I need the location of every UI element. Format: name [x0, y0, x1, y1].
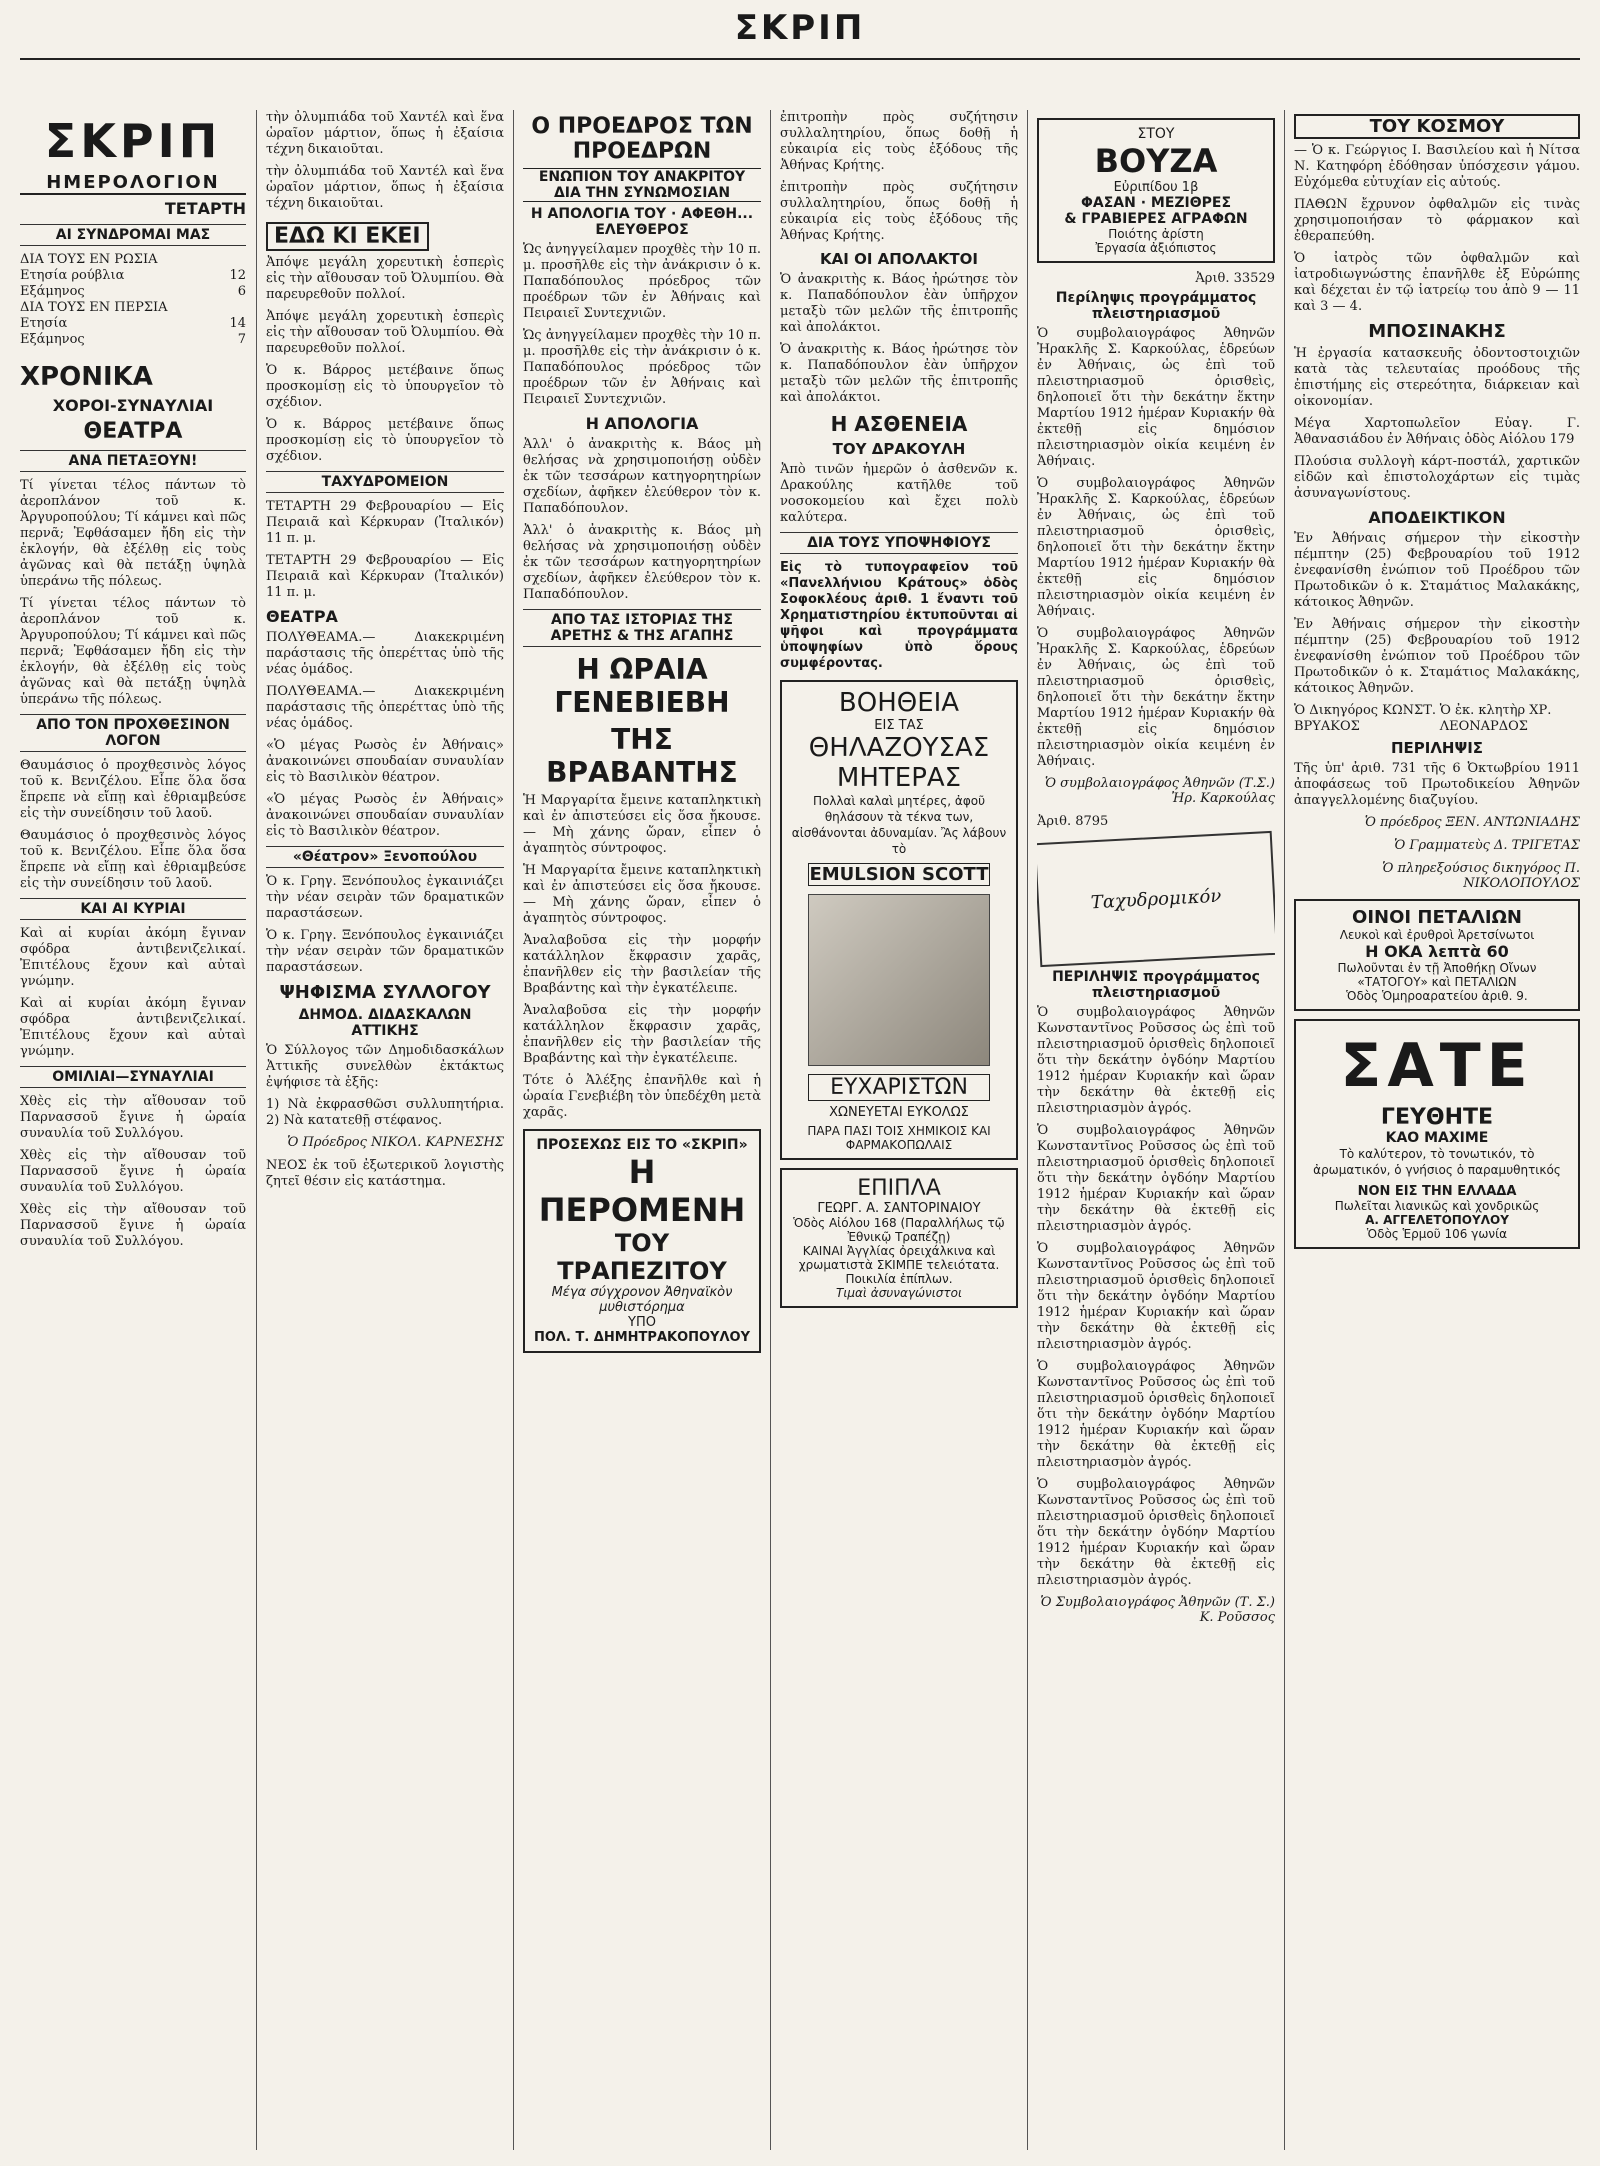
issue-day: ΤΕΤΑΡΤΗ [164, 199, 246, 218]
ad-text-2: Πωλεῖται λιανικῶς καὶ χονδρικῶς [1334, 1199, 1540, 1213]
article-text: Θαυμάσιος ὁ προχθεσινὸς λόγος τοῦ κ. Βενιζέλου. Εἶπε ὅλα ὅσα ἔπρεπε νὰ εἴπῃ καὶ ἐθριαμβεύσε εἰς τὴν συνείδησιν τοῦ λαοῦ. [20, 758, 246, 821]
notice-title: Περίληψις προγράμματος πλειστηριασμοῦ [1055, 290, 1257, 322]
article-text: Ἀναλαβοῦσα εἰς τὴν μορφήν κατάλληλον ἔκφρασιν χαρᾶς, ἐπανῆλθεν εἰς τὴν βασιλείαν τῆς Βραβάντης καὶ τὴν ἐγκατέλειπε. [523, 1003, 761, 1066]
column-divider [770, 110, 771, 2150]
notice-text: Ὁ συμβολαιογράφος Ἀθηνῶν Ἠρακλῆς Σ. Καρκούλας, ἑδρεύων ἐν Ἀθήναις, ὡς ἐπὶ τοῦ πλειστηριασμοῦ ὁρισθεὶς, δηλοποιεῖ ὅτι τὴν δεκάτην ἕκτην Μαρτίου 1912 ἡμέραν Κυριακήν θὰ ἐκτεθῇ εἰς δημόσιον πλειστηριασμὸν οἰκία κειμένη ἐν Ἀθήναις. [1037, 476, 1275, 619]
notice-title: ΠΕΡΙΛΗΨΙΣ προγράμματος πλειστηριασμοῦ [1052, 969, 1260, 1001]
notice-text: Ἐν Ἀθήναις σήμερον τὴν εἰκοστὴν πέμπτην (25) Φεβρουαρίου τοῦ 1912 ἐνεφανίσθη ἐνώπιον τοῦ Προέδρου τῶν Πρωτοδικῶν ὁ κ. Σταμάτιος Μαλακάκης, κάτοικος Ἀθηνῶν. [1294, 531, 1580, 610]
article-text: — Ὁ κ. Γεώργιος Ι. Βασιλείου καὶ ἡ Νίτσα Ν. Κατηφόρη ἐδόθησαν ὑπόσχεσιν γάμου. Εὐχόμεθα εὐτυχίαν εἰς αὐτούς. [1294, 143, 1580, 190]
article-text: Ὁ ἀνακριτὴς κ. Βάος ἠρώτησε τὸν κ. Παπαδόπουλον ἐὰν ὑπῆρχον μεταξὺ τῶν μελῶν τῆς ἐπιτροπῆς καὶ ἀπολάκτοι. [780, 272, 1018, 335]
ad-oinoi-sub: Πωλοῦνται ἐν τῇ Ἀποθήκῃ Οἴνων «ΤΑΤΟΓΟΥ» καὶ ΠΕΤΑΛΙΩΝ [1337, 961, 1537, 989]
article-text: Ἀλλ' ὁ ἀνακριτὴς κ. Βάος μὴ θελήσας νὰ χρησιμοποιήσῃ οὐδὲν ἐκ τῶν τεσσάρων κατηγορητηρίων σχεδίων, ἀφῆκεν ἐλεύθερον τὸν κ. Παπαδόπουλον. [523, 523, 761, 602]
article-text: Χθὲς εἰς τὴν αἴθουσαν τοῦ Παρνασσοῦ ἔγινε ἡ ὡραία συναυλία τοῦ Συλλόγου. [20, 1148, 246, 1195]
ad-oinoi-desc: Λευκοὶ καὶ ἐρυθροὶ Ἀρετσίνωτοι [1339, 928, 1535, 942]
ad-sate: ΣΑΤΕ [1340, 1031, 1534, 1101]
ad-text: Εἰς τὸ τυπογραφεῖον τοῦ «Πανελλήνιου Κράτους» ὁδὸς Σοφοκλέους ἀριθ. 1 ἔναντι τοῦ Χρηματιστηρίου ἐκτυποῦνται αἱ ψῆφοι καὶ προγράμματα ὑποψηφίων ὑπὸ ὅρους συμφέροντας. [780, 560, 1018, 671]
notice-text: Ὁ συμβολαιογράφος Ἀθηνῶν Κωνσταντῖνος Ροῦσσος ὡς ἐπὶ τοῦ πλειστηριασμοῦ ὁρισθεὶς δηλοποιεῖ ὅτι τὴν δεκάτην ὀγδόην Μαρτίου 1912 ἡμέραν Κυριακήν καὶ ὥραν τὴν δεκάτην θὰ ἐκτεθῇ εἰς πλειστηριασμὸν ἀγρός. [1037, 1241, 1275, 1352]
ad-euripidou: Εὐριπίδου 1β [1113, 180, 1199, 195]
ad-ypiresia: Ἐργασία ἀξιόπιστος [1095, 241, 1217, 255]
article-text: Ἀπόψε μεγάλη χορευτικὴ ἑσπερὶς εἰς τὴν αἴθουσαν τοῦ Ὀλυμπίου. Θὰ παρευρεθοῦν πολλοί. [266, 309, 504, 356]
ad-title-mposinakis: ΜΠΟΣΙΝΑΚΗΣ [1368, 321, 1506, 342]
logo: ΣΚΡΙΠ [44, 114, 222, 168]
ad-emulsion: EMULSION SCOTT [809, 864, 989, 885]
signature: Ὁ συμβολαιογράφος Ἀθηνῶν (Τ.Σ.) Ἠρ. Καρκούλας [1044, 776, 1275, 806]
headline-sub: ΕΝΩΠΙΟΝ ΤΟΥ ΑΝΑΚΡΙΤΟΥ ΔΙΑ ΤΗΝ ΣΥΝΩΜΟΣΙΑΝ [523, 168, 761, 202]
ad-maxime: ΚΑΟ MAXIME [1385, 1130, 1489, 1146]
notice-text: Ὁ συμβολαιογράφος Ἀθηνῶν Κωνσταντῖνος Ροῦσσος ὡς ἐπὶ τοῦ πλειστηριασμοῦ ὁρισθεὶς δηλοποιεῖ ὅτι τὴν δεκάτην ὀγδόην Μαρτίου 1912 ἡμέραν Κυριακήν καὶ ὥραν τὴν δεκάτην θὰ ἐκτεθῇ εἰς πλειστηριασμὸν ἀγρός. [1037, 1477, 1275, 1588]
subscriptions-row: ΔΙΑ ΤΟΥΣ ΕΝ ΡΩΣΙΑ [20, 252, 158, 267]
postal-stamp-image [1037, 831, 1275, 967]
article-title-omiliai: ΟΜΙΛΙΑΙ—ΣΥΝΑΥΛΙΑΙ [20, 1066, 246, 1088]
ad-oinoi-addr: Ὁδὸς Ὁμηροαρατείου ἀριθ. 9. [1346, 989, 1528, 1003]
cafe-ad [1294, 1019, 1580, 1249]
article-text: τὴν ὀλυμπιάδα τοῦ Χαντέλ καὶ ἕνα ὡραῖον μάρτιον, ὅπως ἡ ἐξαίσια τέχνη δικαιοῦται. [266, 110, 504, 157]
article-text: «Ὁ μέγας Ρωσὸς ἐν Ἀθήναις» ἀνακοινώνει σπουδαίαν συναυλίαν εἰς τὸ Βασιλικὸν θέατρον. [266, 792, 504, 839]
article-title-apo: ΑΠΟ ΤΟΝ ΠΡΟΧΘΕΣΙΝΟΝ ΛΟΓΟΝ [20, 714, 246, 752]
ad-epipla-desc: ΚΑΙΝΑΙ Ἀγγλίας ὀρειχάλκινα καὶ χρωματιστὰ ΣΚΙΜΠΕ τελειότατα. Ποικιλία ἐπίπλων. [798, 1244, 1000, 1286]
article-title-theatra: ΘΕΑΤΡΑ [266, 607, 338, 626]
ad-vouza: ΒΟΥΖΑ [1094, 142, 1218, 180]
subscriptions-row: Ετησία 14 [20, 316, 246, 331]
serial-title: Η ΩΡΑΙΑ ΓΕΝΕΒΙΕΒΗ [554, 653, 730, 719]
column-divider [1284, 110, 1285, 2150]
ad-epipla: ΕΠΙΠΛΑ [857, 1176, 941, 1201]
ad-title-ypopsifious: ΔΙΑ ΤΟΥΣ ΥΠΟΨΗΦΙΟΥΣ [780, 532, 1018, 554]
article-text: Χθὲς εἰς τὴν αἴθουσαν τοῦ Παρνασσοῦ ἔγινε ἡ ὡραία συναυλία τοῦ Συλλόγου. [20, 1094, 246, 1141]
article-title-ana: ΑΝΑ ΠΕΤΑΞΟΥΝ! [20, 450, 246, 472]
column-5 [1037, 110, 1275, 2150]
ad-poiotis: Ποιότης ἀρίστη [1108, 227, 1204, 241]
notice-title: ΑΠΟΔΕΙΚΤΙΚΟΝ [1368, 508, 1506, 527]
article-text: Ἀναλαβοῦσα εἰς τὴν μορφήν κατάλληλον ἔκφρασιν χαρᾶς, ἐπανῆλθεν εἰς τὴν βασιλείαν τῆς Βραβάντης καὶ τὴν ἐγκατέλειπε. [523, 933, 761, 996]
notice-text: Ὁ συμβολαιογράφος Ἀθηνῶν Κωνσταντῖνος Ροῦσσος ὡς ἐπὶ τοῦ πλειστηριασμοῦ ὁρισθεὶς δηλοποιεῖ ὅτι τὴν δεκάτην ὀγδόην Μαρτίου 1912 ἡμέραν Κυριακήν καὶ ὥραν τὴν δεκάτην θὰ ἐκτεθῇ εἰς πλειστηριασμὸν ἀγρός. [1037, 1359, 1275, 1470]
article-subtitle: ΚΑΙ ΟΙ ΑΠΟΛΑΚΤΟΙ [820, 250, 978, 268]
ad-illustration [808, 894, 990, 1066]
serial-ad-title: Η ΠΕΡΟΜΕΝΗ [538, 1153, 746, 1229]
serial-ad-prosechos: ΠΡΟΣΕΧΩΣ ΕΙΣ ΤΟ «ΣΚΡΙΠ» [536, 1137, 748, 1153]
ad-text: Πολλαὶ καλαὶ μητέρες, ἀφοῦ θηλάσουν τὰ τέκνα των, αἰσθάνονται ἀδυναμίαν. Ἂς λάβουν τὸ [791, 794, 1007, 856]
notice-text: Ὁ συμβολαιογράφος Ἀθηνῶν Κωνσταντῖνος Ροῦσσος ὡς ἐπὶ τοῦ πλειστηριασμοῦ ὁρισθεὶς δηλοποιεῖ ὅτι τὴν δεκάτην ὀγδόην Μαρτίου 1912 ἡμέραν Κυριακήν καὶ ὥραν τὴν δεκάτην θὰ ἐκτεθῇ εἰς πλειστηριασμὸν ἀγρός. [1037, 1005, 1275, 1116]
article-title-apologia: Η ΑΠΟΛΟΓΙΑ [585, 414, 699, 433]
signature: Ὁ ἐκ. κλητὴρ ΧΡ. ΛΕΟΝΑΡΔΟΣ [1439, 703, 1552, 734]
column-4 [780, 110, 1018, 2150]
article-text: Ἡ Μαργαρίτα ἔμεινε καταπληκτικὴ καὶ ἐν ἀπιστεύσει εἰς ὅσα ἤκουσε. — Μὴ χάνης ὥραν, εἶπεν ὁ ἀγαπητὸς σύντροφος. [523, 863, 761, 926]
article-text: Ἀπὸ τινῶν ἡμερῶν ὁ ἀσθενῶν κ. Δρακούλης κατῆλθε τοῦ νοσοκομείου καὶ ἔχει πολὺ καλύτερα. [780, 462, 1018, 525]
article-text: Χθὲς εἰς τὴν αἴθουσαν τοῦ Παρνασσοῦ ἔγινε ἡ ὡραία συναυλία τοῦ Συλλόγου. [20, 1202, 246, 1249]
column-2 [266, 110, 504, 2150]
article-text: ΤΕΤΑΡΤΗ 29 Φεβρουαρίου — Εἰς Πειραιᾶ καὶ Κέρκυραν (Ἰταλικόν) 11 π. μ. [266, 553, 504, 600]
subscriptions-row: Εξάμηνος 7 [20, 332, 246, 347]
article-text: Ὡς ἀνηγγείλαμεν προχθὲς τὴν 10 π. μ. προσῆλθε εἰς τὴν ἀνάκρισιν ὁ κ. Παπαδόπουλος πρόεδρος τῶν προέδρων τῶν ἐν Ἀθήναις καὶ Πειραιεῖ Συντεχνιῶν. [523, 242, 761, 321]
signature-row [1294, 703, 1580, 735]
headline-sub: Η ΑΠΟΛΟΓΙΑ ΤΟΥ · ΑΦΕΘΗ... ΕΛΕΥΘΕΡΟΣ [530, 206, 754, 238]
article-text: ΤΕΤΑΡΤΗ 29 Φεβρουαρίου — Εἰς Πειραιᾶ καὶ Κέρκυραν (Ἰταλικόν) 11 π. μ. [266, 499, 504, 546]
article-text: Ὁ κ. Βάρρος μετέβαινε ὅπως προσκομίσῃ εἰς τὸ ὑπουργεῖον τὸ σχέδιον. [266, 417, 504, 464]
notice-text: Ἐν Ἀθήναις σήμερον τὴν εἰκοστὴν πέμπτην (25) Φεβρουαρίου τοῦ 1912 ἐνεφανίσθη ἐνώπιον τοῦ Προέδρου τῶν Πρωτοδικῶν ὁ κ. Σταμάτιος Μαλακάκης, κάτοικος Ἀθηνῶν. [1294, 617, 1580, 696]
article-text: Ὁ ἀνακριτὴς κ. Βάος ἠρώτησε τὸν κ. Παπαδόπουλον ἐὰν ὑπῆρχον μεταξὺ τῶν μελῶν τῆς ἐπιτροπῆς καὶ ἀπολάκτοι. [780, 342, 1018, 405]
column-divider [1027, 110, 1028, 2150]
notice-title: ΠΕΡΙΛΗΨΙΣ [1390, 739, 1484, 757]
section-subtitle-theatra: ΘΕΑΤΡΑ [83, 419, 183, 444]
ad-epipla-addr: Ὁδὸς Αἰόλου 168 (Παραλλήλως τῷ Ἐθνικῷ Τραπέζῃ) [793, 1216, 1005, 1244]
serial-title-2: ΤΗΣ ΒΡΑΒΑΝΤΗΣ [546, 723, 738, 789]
subscriptions-heading: ΑΙ ΣΥΝΔΡΟΜΑΙ ΜΑΣ [20, 224, 246, 246]
article-text: Ἡ Μαργαρίτα ἔμεινε καταπληκτικὴ καὶ ἐν ἀπιστεύσει εἰς ὅσα ἤκουσε. — Μὴ χάνης ὥραν, εἶπεν ὁ ἀγαπητὸς σύντροφος. [523, 793, 761, 856]
column-divider [513, 110, 514, 2150]
article-text: ΠΑΘΩΝ ἔχρυνον ὀφθαλμῶν εἰς τινὰς χρησιμοποιήσαν τὸ φάρμακον καὶ ἐθεραπεύθη. [1294, 197, 1580, 244]
column-divider [256, 110, 257, 2150]
article-text: Ἀλλ' ὁ ἀνακριτὴς κ. Βάος μὴ θελήσας νὰ χρησιμοποιήσῃ οὐδὲν ἐκ τῶν τεσσάρων κατηγορητηρίων σχεδίων, ἀφῆκεν ἐλεύθερον τὸν κ. Παπαδόπουλον. [523, 437, 761, 516]
notice-number: Ἀριθ. 8795 [1037, 814, 1109, 829]
ad-erm: Ὁδὸς Ἑρμοῦ 106 γωνία [1366, 1227, 1508, 1241]
notice-text: Ὁ συμβολαιογράφος Ἀθηνῶν Κωνσταντῖνος Ροῦσσος ὡς ἐπὶ τοῦ πλειστηριασμοῦ ὁρισθεὶς δηλοποιεῖ ὅτι τὴν δεκάτην ὀγδόην Μαρτίου 1912 ἡμέραν Κυριακήν καὶ ὥραν τὴν δεκάτην θὰ ἐκτεθῇ εἰς πλειστηριασμὸν ἀγρός. [1037, 1123, 1275, 1234]
article-text: τὴν ὀλυμπιάδα τοῦ Χαντέλ καὶ ἕνα ὡραῖον μάρτιον, ὅπως ἡ ἐξαίσια τέχνη δικαιοῦται. [266, 164, 504, 211]
stamp-text: Ταχυδρομικόν [1090, 885, 1222, 913]
serial-ad-ypo: ΥΠΟ [628, 1315, 656, 1330]
ad-geusthite: ΓΕΥΘΗΤΕ [1380, 1105, 1494, 1130]
ad-miteras: ΜΗΤΕΡΑΣ [836, 763, 962, 793]
wine-ad [1294, 899, 1580, 1011]
notice-text: Ὁ συμβολαιογράφος Ἀθηνῶν Ἠρακλῆς Σ. Καρκούλας, ἑδρεύων ἐν Ἀθήναις, ὡς ἐπὶ τοῦ πλειστηριασμοῦ ὁρισθεὶς, δηλοποιεῖ ὅτι τὴν δεκάτην ἕκτην Μαρτίου 1912 ἡμέραν Κυριακήν θὰ ἐκτεθῇ εἰς δημόσιον πλειστηριασμὸν οἰκία κειμένη ἐν Ἀθήναις. [1037, 626, 1275, 769]
masthead-rule [20, 58, 1580, 60]
serial-header: ΑΠΟ ΤΑΣ ΙΣΤΟΡΙΑΣ ΤΗΣ ΑΡΕΤΗΣ & ΤΗΣ ΑΓΑΠΗΣ [523, 609, 761, 647]
article-text: Καὶ αἱ κυρίαι ἀκόμη ἔγιναν σφόδρα ἀντιβενιζελικαί. Ἐπιτέλους ἔχουν καὶ αὐταὶ γνώμην. [20, 996, 246, 1059]
article-text: Τότε ὁ Ἀλέξης ἐπανῆλθε καὶ ἡ ὡραία Γενεβιέβη τὸν ὑπεδέχθη μετὰ χαρᾶς. [523, 1073, 761, 1120]
article-title-astheneia: Η ΑΣΘΕΝΕΙΑ [830, 412, 968, 436]
ad-voitheia: ΒΟΗΘΕΙΑ [838, 688, 960, 718]
column-3 [523, 110, 761, 2150]
article-text: Πλούσια συλλογὴ κάρτ-ποστάλ, χαρτικῶν εἰδῶν καὶ ἐπιστολοχάρτων εἰς τιμὰς ἀσυναγωνίστους. [1294, 454, 1580, 501]
article-title-theatron: «Θέατρον» Ξενοπούλου [266, 846, 504, 868]
article-text: ΠΟΛΥΘΕΑΜΑ.— Διακεκριμένη παράστασις τῆς ὀπερέττας ὑπὸ τῆς νέας ὁμάδος. [266, 684, 504, 731]
article-text: Ὁ ἰατρὸς τῶν ὀφθαλμῶν καὶ ἰατροδιωγνώστης ἐπανῆλθε ἐξ Εὐρώπης καὶ δέχεται ἐν τῷ ἰατρείῳ του ἀπὸ 9 — 11 καὶ 3 — 4. [1294, 251, 1580, 314]
ad-agrevetou: Α. ΑΓΓΕΛΕΤΟΠΟΥΛΟΥ [1365, 1213, 1509, 1227]
serial-ad-title-2: ΤΟΥ ΤΡΑΠΕΖΙΤΟΥ [557, 1229, 727, 1285]
ad-fasan: ΦΑΣΑΝ · ΜΕΖΙΘΡΕΣ [1080, 195, 1232, 211]
article-title-kyriai: ΚΑΙ ΑΙ ΚΥΡΙΑΙ [20, 898, 246, 920]
article-text: ΝΕΟΣ ἐκ τοῦ ἐξωτερικοῦ λογιστὴς ζητεῖ θέσιν εἰς κατάστημα. [266, 1158, 504, 1189]
article-text: Τί γίνεται τέλος πάντων τὸ ἀεροπλάνον τοῦ κ. Ἀργυροπούλου; Τί κάμνει καὶ πῶς περνᾶ; Ἐφθάσαμεν ἤδη εἰς τὴν ἐκλογήν, θὰ ἐξέλθῃ εἰς τοὺς ἀγῶνας καὶ θὰ πετάξῃ ὑψηλὰ ὑπεράνω τῆς πόλεως. [20, 596, 246, 707]
article-text: Ὡς ἀνηγγείλαμεν προχθὲς τὴν 10 π. μ. προσῆλθε εἰς τὴν ἀνάκρισιν ὁ κ. Παπαδόπουλος πρόεδρος τῶν προέδρων τῶν ἐν Ἀθήναις καὶ Πειραιεῖ Συντεχνιῶν. [523, 328, 761, 407]
ad-stou: ΣΤΟΥ [1137, 126, 1175, 142]
vouza-ad [1037, 118, 1275, 263]
subscriptions-row: Ετησία ρούβλια 12 [20, 268, 246, 283]
article-text: Ἀπόψε μεγάλη χορευτικὴ ἑσπερὶς εἰς τὴν αἴθουσαν τοῦ Ὀλυμπίου. Θὰ παρευρεθοῦν πολλοί. [266, 255, 504, 302]
article-title-tachy: ΤΑΧΥΔΡΟΜΕΙΟΝ [266, 471, 504, 493]
section-title-chronika: ΧΡΟΝΙΚΑ [20, 362, 153, 392]
ad-epipla-shop: ΓΕΩΡΓ. Α. ΣΑΝΤΟΡΙΝΑΙΟΥ [817, 1201, 981, 1216]
ad-chonevetai: ΧΩΝΕΥΕΤΑΙ ΕΥΚΟΛΩΣ [829, 1105, 969, 1120]
notice-number: Ἀριθ. 33529 [1195, 271, 1275, 286]
column-6 [1294, 110, 1580, 2150]
article-text: Ὁ κ. Γρηγ. Ξενόπουλος ἐγκαινιάζει τὴν νέαν σειρὰν τῶν δραματικῶν παραστάσεων. [266, 928, 504, 975]
signature: Ὁ πληρεξούσιος δικηγόρος Π. ΝΙΚΟΛΟΠΟΥΛΟΣ [1382, 861, 1580, 891]
article-text: «Ὁ μέγας Ρωσὸς ἐν Ἀθήναις» ἀνακοινώνει σπουδαίαν συναυλίαν εἰς τὸ Βασιλικὸν θέατρον. [266, 738, 504, 785]
article-title-psifisma: ΨΗΦΙΣΜΑ ΣΥΛΛΟΓΟΥ [279, 982, 491, 1003]
article-text: Ὁ κ. Βάρρος μετέβαινε ὅπως προσκομίσῃ εἰς τὸ ὑπουργεῖον τὸ σχέδιον. [266, 363, 504, 410]
signature: Ὁ Γραμματεὺς Δ. ΤΡΙΓΕΤΑΣ [1394, 838, 1580, 853]
ad-eis-tas: ΕΙΣ ΤΑΣ [874, 718, 924, 733]
article-text: Ὁ κ. Γρηγ. Ξενόπουλος ἐγκαινιάζει τὴν νέαν σειρὰν τῶν δραματικῶν παραστάσεων. [266, 874, 504, 921]
headline: Ο ΠΡΟΕΔΡΟΣ ΤΩΝ ΠΡΟΕΔΡΩΝ [531, 114, 753, 164]
article-text: ΠΟΛΥΘΕΑΜΑ.— Διακεκριμένη παράστασις τῆς ὀπερέττας ὑπὸ τῆς νέας ὁμάδος. [266, 630, 504, 677]
ad-text: Τὸ καλύτερον, τὸ τονωτικόν, τὸ ἀρωματικόν, ὁ γνήσιος ὁ παραμυθητικός [1313, 1147, 1561, 1177]
article-title-edo: ΕΔΩ ΚΙ ΕΚΕΙ [266, 222, 429, 251]
article-subtitle-dimodon: ΔΗΜΟΔ. ΔΙΔΑΣΚΑΛΩΝ ΑΤΤΙΚΗΣ [298, 1007, 472, 1039]
serial-ad [523, 1129, 761, 1353]
article-text: Θαυμάσιος ὁ προχθεσινὸς λόγος τοῦ κ. Βενιζέλου. Εἶπε ὅλα ὅσα ἔπρεπε νὰ εἴπῃ καὶ ἐθριαμβεύσε εἰς τὴν συνείδησιν τοῦ λαοῦ. [20, 828, 246, 891]
serial-ad-desc: Μέγα σύγχρονον Ἀθηναϊκὸν μυθιστόρημα [551, 1285, 733, 1315]
column-1 [20, 110, 246, 2150]
ad-ellada: ΝΟΝ ΕΙΣ ΤΗΝ ΕΛΛΑΔΑ [1357, 1184, 1517, 1199]
ad-para-pasi: ΠΑΡΑ ΠΑΣΙ ΤΟΙΣ ΧΗΜΙΚΟΙΣ ΚΑΙ ΦΑΡΜΑΚΟΠΩΛΑΙΣ [807, 1124, 991, 1152]
masthead: ΣΚΡΙΠ [734, 8, 866, 48]
subscriptions-table [20, 252, 246, 348]
signature: Ὁ Δικηγόρος ΚΩΝΣΤ. ΒΡΥΑΚΟΣ [1294, 703, 1437, 734]
ad-thilazousas: ΘΗΛΑΖΟΥΣΑΣ [808, 733, 990, 763]
ad-oinoi: ΟΙΝΟΙ ΠΕΤΑΛΙΩΝ [1352, 907, 1522, 928]
ad-gravieres: & ΓΡΑΒΙΕΡΕΣ ΑΓΡΑΦΩΝ [1064, 211, 1248, 227]
epipla-ad [780, 1168, 1018, 1308]
article-text: ἐπιτροπὴν πρὸς συζήτησιν συλλαλητηρίου, ὅπως δοθῇ ἡ εὐκαιρία εἰς τοὺς ἐξόδους τῆς Ἀθήνας Κρήτης. [780, 110, 1018, 173]
article-text: Τί γίνεται τέλος πάντων τὸ ἀεροπλάνον τοῦ κ. Ἀργυροπούλου; Τί κάμνει καὶ πῶς περνᾶ; Ἐφθάσαμεν ἤδη εἰς τὴν ἐκλογήν, θὰ ἐξέλθῃ εἰς τοὺς ἀγῶνας καὶ θὰ πετάξῃ ὑψηλὰ ὑπεράνω τῆς πόλεως. [20, 478, 246, 589]
ad-epipla-price: Τιμαὶ ἀσυναγώνιστοι [835, 1286, 963, 1300]
subscriptions-row: Εξάμηνος 6 [20, 284, 246, 299]
notice-text: Ὁ συμβολαιογράφος Ἀθηνῶν Ἠρακλῆς Σ. Καρκούλας, ἑδρεύων ἐν Ἀθήναις, ὡς ἐπὶ τοῦ πλειστηριασμοῦ ὁρισθεὶς, δηλοποιεῖ ὅτι τὴν δεκάτην ἕκτην Μαρτίου 1912 ἡμέραν Κυριακήν θὰ ἐκτεθῇ εἰς δημόσιον πλειστηριασμὸν οἰκία κειμένη ἐν Ἀθήναις. [1037, 326, 1275, 469]
ad-oka: Η ΟΚΑ λεπτὰ 60 [1365, 942, 1509, 961]
article-text: Μέγα Χαρτοπωλεῖον Εὐαγ. Γ. Ἀθανασιάδου ἐν Ἀθήναις ὁδὸς Αἰόλου 179 [1294, 416, 1580, 447]
section-title-tou-kosmou: ΤΟΥ ΚΟΣΜΟΥ [1294, 114, 1580, 139]
notice-text: Τῆς ὑπ' ἀριθ. 731 τῆς 6 Ὀκτωβρίου 1911 ἀποφάσεως τοῦ Πρωτοδικείου Ἀθηνῶν ἀπαγγελλομένης διαζυγίου. [1294, 761, 1580, 808]
article-subtitle-drakouli: ΤΟΥ ΔΡΑΚΟΥΛΗ [832, 440, 966, 458]
article-text: ἐπιτροπὴν πρὸς συζήτησιν συλλαλητηρίου, ὅπως δοθῇ ἡ εὐκαιρία εἰς τοὺς ἐξόδους τῆς Ἀθήνας Κρήτης. [780, 180, 1018, 243]
article-text: Ὁ Σύλλογος τῶν Δημοδιδασκάλων Ἀττικῆς συνελθὼν ἐκτάκτως ἐψήφισε τὰ ἑξῆς: [266, 1043, 504, 1090]
signature: Ὁ πρόεδρος ΞΕΝ. ΑΝΤΩΝΙΑΔΗΣ [1364, 815, 1580, 830]
signature: Ὁ Πρόεδρος ΝΙΚΟΛ. ΚΑΡΝΕΣΗΣ [287, 1135, 504, 1150]
article-text: Καὶ αἱ κυρίαι ἀκόμη ἔγιναν σφόδρα ἀντιβενιζελικαί. Ἐπιτέλους ἔχουν καὶ αὐταὶ γνώμην. [20, 926, 246, 989]
article-text: Ἡ ἐργασία κατασκευῆς ὀδοντοστοιχιῶν κατὰ τὰς τελευταίας προόδους τῆς ἐπιστήμης εἰς στερεότητα, διάρκειαν καὶ οἰκονομίαν. [1294, 346, 1580, 409]
emulsion-ad [780, 680, 1018, 1160]
ad-efcharistwn: ΕΥΧΑΡΙΣΤΩΝ [808, 1074, 990, 1101]
article-text: 1) Νὰ ἐκφρασθῶσι συλλυπητήρια. 2) Νὰ κατατεθῇ στέφανος. [266, 1097, 504, 1128]
signature: Ὁ Συμβολαιογράφος Ἀθηνῶν (Τ. Σ.) Κ. Ροῦσσος [1040, 1595, 1275, 1625]
logo-subtitle: ΗΜΕΡΟΛΟΓΙΟΝ [20, 172, 246, 195]
serial-ad-author: ΠΟΛ. Τ. ΔΗΜΗΤΡΑΚΟΠΟΥΛΟΥ [534, 1330, 750, 1345]
section-subtitle-choroi: ΧΟΡΟΙ-ΣΥΝΑΥΛΙΑΙ [52, 396, 214, 415]
subscriptions-row: ΔΙΑ ΤΟΥΣ ΕΝ ΠΕΡΣΙΑ [20, 300, 168, 315]
